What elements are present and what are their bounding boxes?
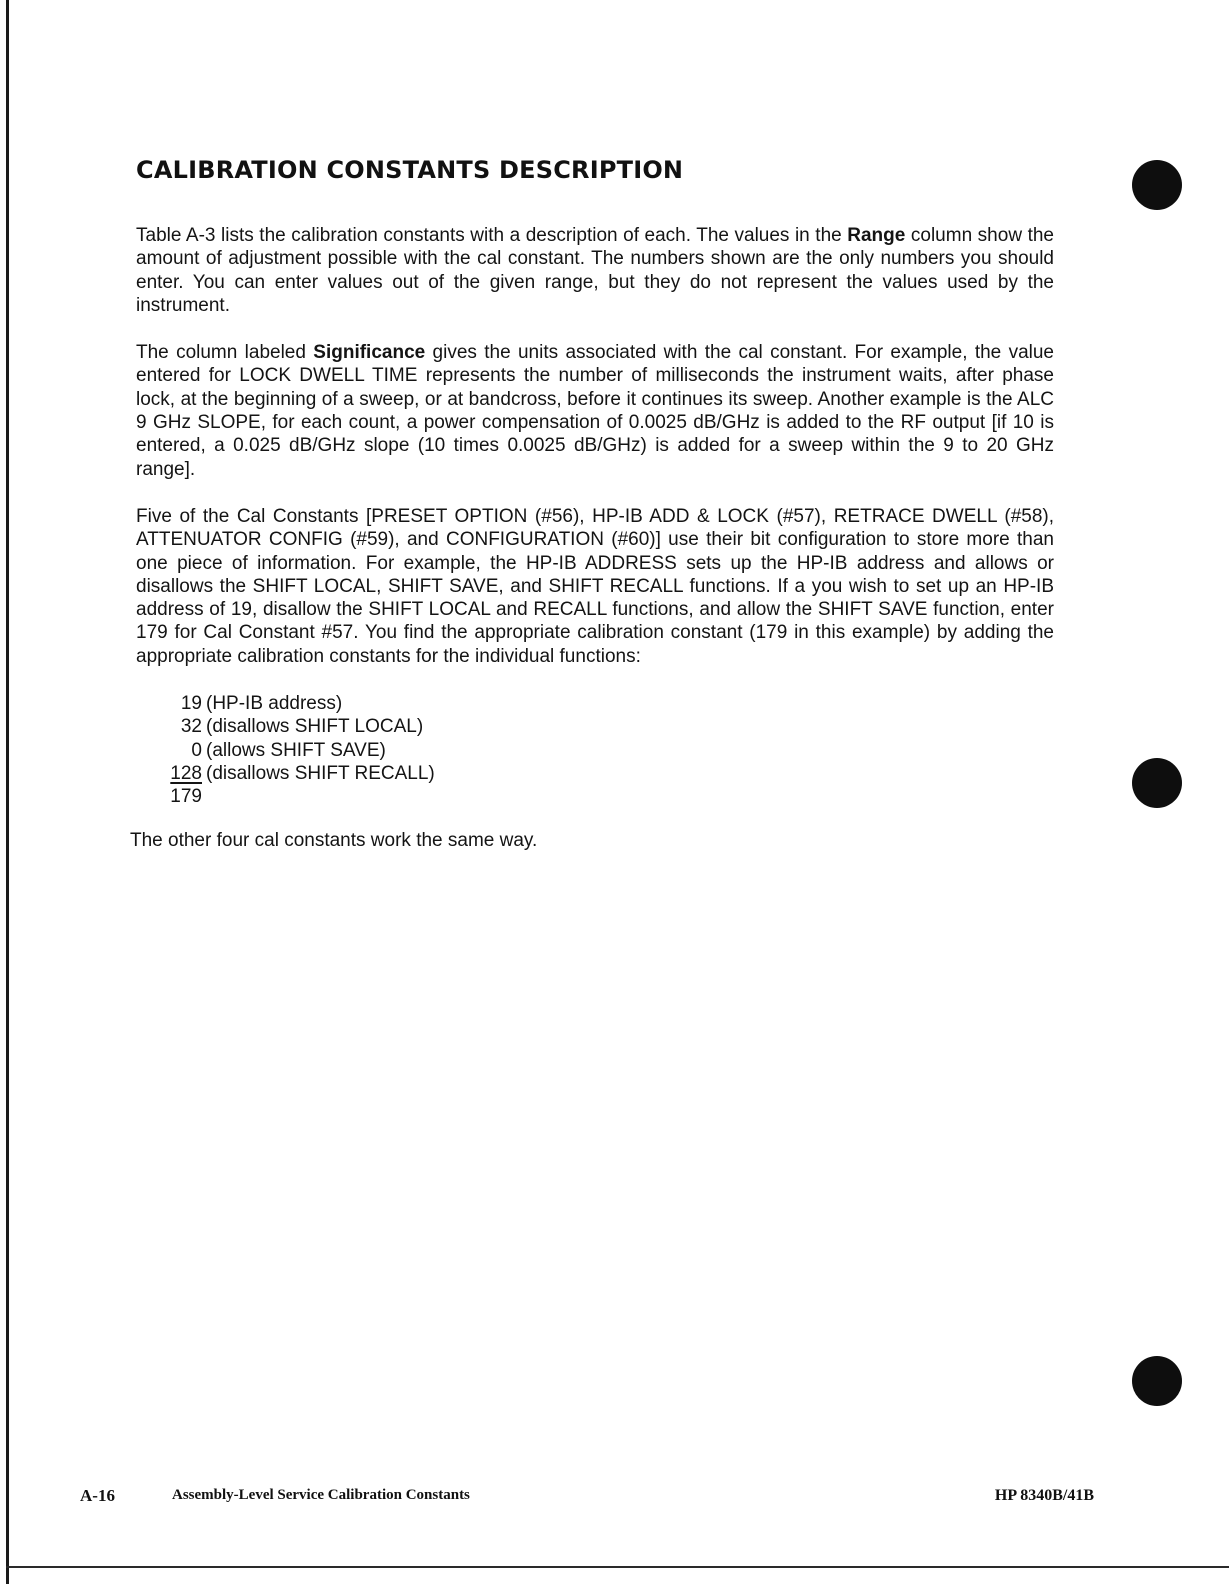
paragraph-range-column: Table A-3 lists the calibration constants with a description of each. The values in the Range column show the amount of adjustment possible with the cal constant. The numbers shown are the only numbers you should enter. You can enter values out of the given range, but they do not represent the values used by the instrument. (136, 225, 1054, 316)
binder-hole-middle (1132, 758, 1182, 808)
binder-hole-top (1132, 160, 1182, 210)
bottom-margin-rule (6, 1566, 1229, 1568)
calc-value: 128 (170, 762, 202, 784)
section-title: CALIBRATION CONSTANTS DESCRIPTION (136, 156, 684, 184)
range-term: Range (847, 225, 906, 246)
calc-row (166, 739, 1054, 762)
calibration-sum-example (166, 692, 1054, 808)
calc-label: (HP-IB address) (206, 693, 343, 715)
page-content (130, 156, 1054, 852)
significance-term: Significance (313, 342, 426, 364)
instrument-model: HP 8340B/41B (994, 1487, 1094, 1504)
calc-row (166, 715, 1054, 738)
left-margin-rule (6, 0, 9, 1584)
calc-row (166, 762, 1054, 785)
chapter-title: Assembly-Level Service Calibration Constants (172, 1487, 470, 1503)
calc-label: (disallows SHIFT LOCAL) (206, 716, 424, 738)
calc-label: (allows SHIFT SAVE) (206, 739, 386, 761)
page-footer (80, 1486, 1094, 1508)
closing-sentence: The other four cal constants work the same way. (130, 829, 538, 851)
calc-value: 19 (180, 693, 202, 715)
calc-value: 32 (180, 716, 202, 738)
page-number: A-16 (80, 1486, 115, 1505)
paragraph-bit-configuration: Five of the Cal Constants [PRESET OPTION (#56), HP-IB ADD & LOCK (#57), RETRACE DWELL (#58), ATTENUATOR CONFIG (#59), and CONFIGURATION (#60)] use their bit configuration to store more than one piece of information. For example, the HP-IB ADDRESS sets up the HP-IB address and allows or disallows the SHIFT LOCAL, SHIFT SAVE, and SHIFT RECALL functions. If a you wish to set up an HP-IB address of 19, disallow the SHIFT LOCAL and RECALL functions, and allow the SHIFT SAVE function, enter 179 for Cal Constant #57. You find the appropriate calibration constant (179 in this example) by adding the appropriate calibration constants for the individual functions: (136, 505, 1054, 667)
calc-total: 179 (170, 786, 202, 808)
calc-label: (disallows SHIFT RECALL) (206, 762, 435, 784)
calc-row (166, 692, 1054, 715)
calc-total-row (166, 785, 1054, 808)
binder-hole-bottom (1132, 1356, 1182, 1406)
paragraph-significance-column: The column labeled Significance gives the units associated with the cal constant. For example, the value entered for LOCK DWELL TIME represents the number of milliseconds the instrument waits, after phase lock, at the beginning of a sweep, or at bandcross, before it continues its sweep. Another example is the ALC 9 GHz SLOPE, for each count, a power compensation of 0.0025 dB/GHz is added to the RF output [if 10 is entered, a 0.025 dB/GHz slope (10 times 0.0025 dB/GHz) is added for a sweep within the 9 to 20 GHz range]. (136, 342, 1054, 480)
calc-value: 0 (191, 739, 202, 761)
